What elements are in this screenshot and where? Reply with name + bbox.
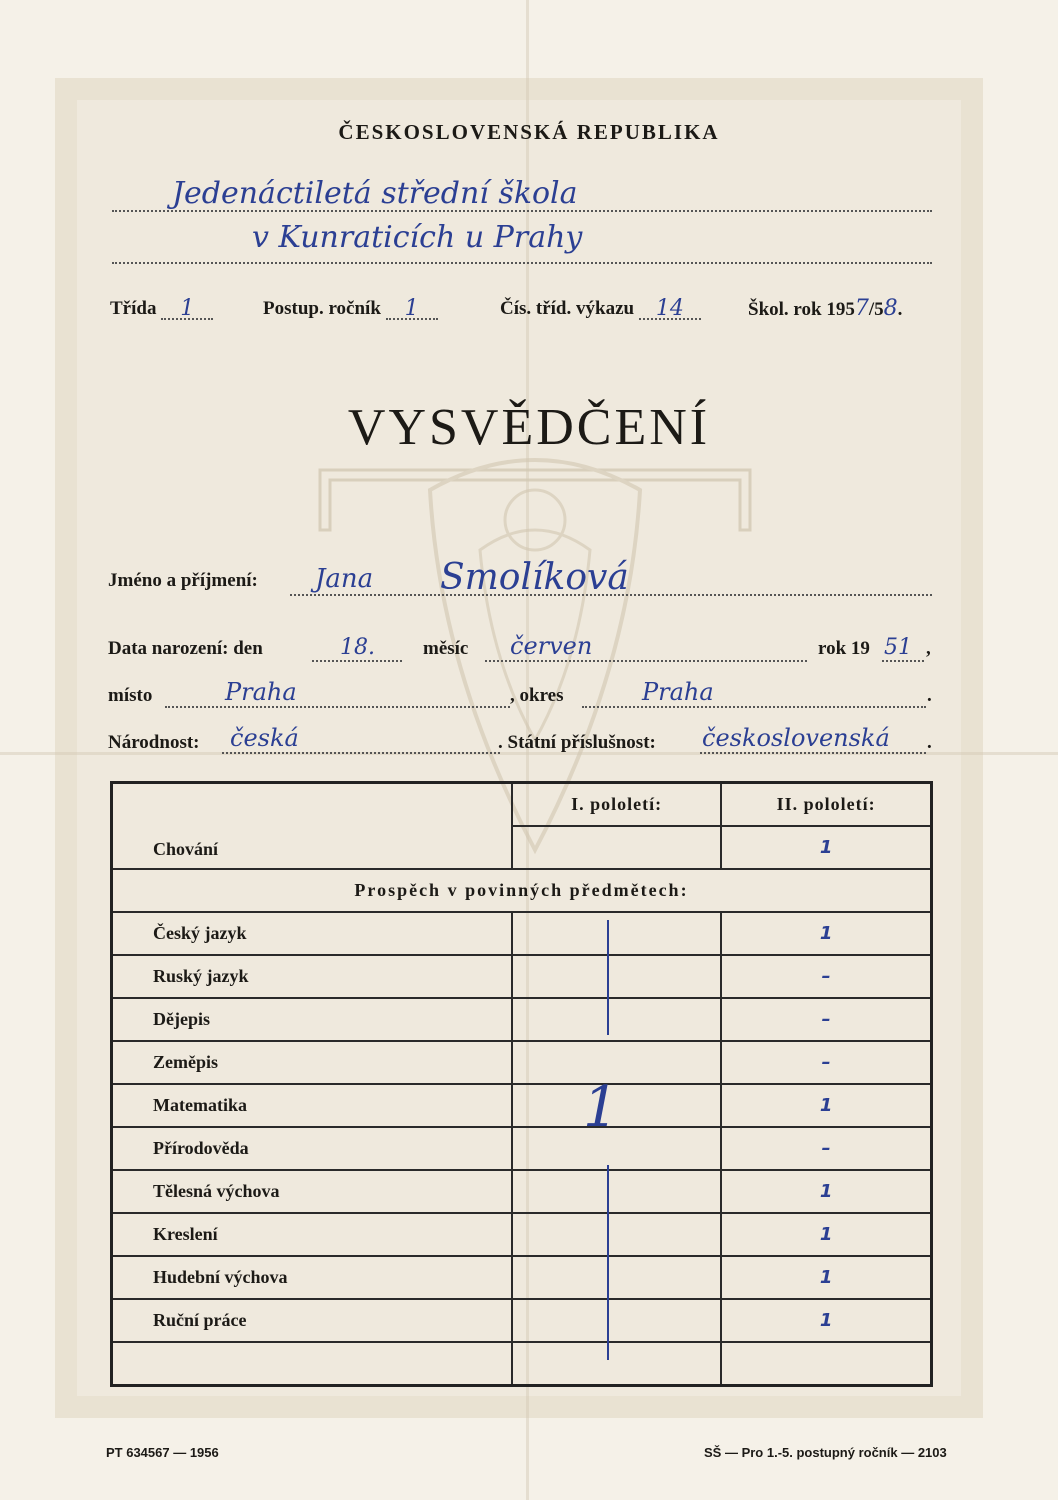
subject-row [112, 1299, 932, 1342]
school-name-text-1: Jedenáctiletá střední škola [172, 176, 578, 211]
citizenship-value: československá [702, 724, 890, 752]
subject-row [112, 998, 932, 1041]
semester-1-stroke-upper [607, 920, 609, 1035]
conduct-label: Chování [153, 839, 219, 859]
year-of-study-field [263, 296, 438, 320]
subject-grade-1 [512, 912, 721, 955]
subject-row [112, 1127, 932, 1170]
name-field [290, 557, 932, 598]
semester-2-header: II. pololetí: [721, 783, 931, 827]
subject-grade-1 [512, 1256, 721, 1299]
subject-grade-2: 1 [721, 1170, 931, 1213]
subject-name: Český jazyk [112, 912, 513, 955]
semester-1-grade: 1 [583, 1075, 619, 1140]
district-end-dot: . [927, 685, 932, 706]
class-field [110, 296, 213, 320]
subject-name: Tělesná výchova [112, 1170, 513, 1213]
subject-grade-1 [512, 1299, 721, 1342]
subject-grade-2 [721, 1342, 931, 1386]
first-name-value: Jana [315, 564, 374, 594]
birth-day-value: 18. [340, 635, 375, 660]
nationality-value: česká [230, 724, 299, 752]
birth-date-label: Data narození: den [108, 638, 263, 659]
subject-grade-2: 1 [721, 1084, 931, 1127]
subject-row [112, 1256, 932, 1299]
subject-name: Matematika [112, 1084, 513, 1127]
subject-grade-2: – [721, 955, 931, 998]
birth-year-value: 51 [884, 635, 912, 660]
subject-name: Přírodověda [112, 1127, 513, 1170]
subject-row [112, 1342, 932, 1386]
class-value: 1 [161, 296, 213, 320]
birth-month-field [485, 632, 807, 662]
citizenship-label: . Státní příslušnost: [498, 732, 656, 753]
school-year-end: . [897, 299, 903, 320]
school-name-line-2 [112, 220, 932, 264]
school-name-text-2: v Kunraticích u Prahy [252, 220, 583, 255]
subject-grade-1 [512, 1213, 721, 1256]
subject-grade-2: 1 [721, 1213, 931, 1256]
birth-place-field [165, 678, 510, 708]
subject-row [112, 912, 932, 955]
year-of-study-label: Postup. ročník [263, 298, 381, 319]
citizenship-end-dot: . [927, 732, 932, 753]
school-year-label: Škol. rok 195 [748, 299, 855, 320]
register-number-value: 14 [639, 296, 701, 320]
birth-day-field [312, 632, 402, 662]
birth-place-label: místo [108, 685, 153, 706]
birth-year-label: rok 19 [818, 638, 870, 659]
subject-row [112, 1170, 932, 1213]
subject-grade-2: 1 [721, 1256, 931, 1299]
subject-name: Dějepis [112, 998, 513, 1041]
birth-month-label: měsíc [423, 638, 469, 659]
birth-place-value: Praha [225, 678, 297, 706]
register-number-field [500, 296, 701, 320]
conduct-label-cell [112, 783, 513, 870]
conduct-grade-1 [512, 826, 721, 869]
school-year-separator: /5 [868, 299, 884, 320]
subject-grade-2: – [721, 1041, 931, 1084]
name-label: Jméno a příjmení: [108, 570, 258, 591]
subject-grade-1 [512, 1170, 721, 1213]
subject-name: Ruský jazyk [112, 955, 513, 998]
subject-grade-2: 1 [721, 912, 931, 955]
conduct-grade-2: 1 [721, 826, 931, 869]
subject-row [112, 955, 932, 998]
print-code-left: PT 634567 — 1956 [106, 1445, 219, 1460]
print-code-right: SŠ — Pro 1.-5. postupný ročník — 2103 [704, 1445, 947, 1460]
birth-year-field [882, 632, 924, 662]
subject-row [112, 1213, 932, 1256]
subject-name: Hudební výchova [112, 1256, 513, 1299]
birth-month-value: červen [510, 632, 593, 660]
subject-rows [112, 912, 932, 1386]
subject-name: Kreslení [112, 1213, 513, 1256]
subject-grade-1 [512, 955, 721, 998]
birth-year-comma: , [926, 638, 931, 659]
republic-heading: ČESKOSLOVENSKÁ REPUBLIKA [338, 120, 720, 144]
school-year-value-2: 8 [883, 296, 898, 321]
school-year-field [748, 296, 902, 321]
subject-grade-1 [512, 1342, 721, 1386]
last-name-value: Smolíková [440, 557, 629, 598]
subject-grade-2: – [721, 998, 931, 1041]
grades-table [110, 781, 933, 1387]
subject-grade-1 [512, 998, 721, 1041]
subject-name [112, 1342, 513, 1386]
school-name-line-1 [112, 176, 932, 212]
school-year-value-1: 7 [854, 296, 869, 321]
district-value: Praha [642, 678, 714, 706]
district-label: , okres [510, 685, 564, 706]
subject-row [112, 1041, 932, 1084]
nationality-label: Národnost: [108, 732, 200, 753]
subject-name: Ruční práce [112, 1299, 513, 1342]
subject-name: Zeměpis [112, 1041, 513, 1084]
district-field [582, 678, 926, 708]
year-of-study-value: 1 [386, 296, 438, 320]
register-number-label: Čís. tříd. výkazu [500, 298, 635, 319]
document-title: VYSVĚDČENÍ [347, 399, 711, 456]
class-label: Třída [110, 298, 157, 319]
nationality-field [222, 724, 500, 754]
subject-row [112, 1084, 932, 1127]
section-title: Prospěch v povinných předmětech: [112, 869, 932, 912]
subject-grade-2: – [721, 1127, 931, 1170]
citizenship-field [700, 724, 926, 754]
subject-grade-2: 1 [721, 1299, 931, 1342]
semester-1-header: I. pololetí: [512, 783, 721, 827]
semester-1-stroke-lower [607, 1165, 609, 1360]
